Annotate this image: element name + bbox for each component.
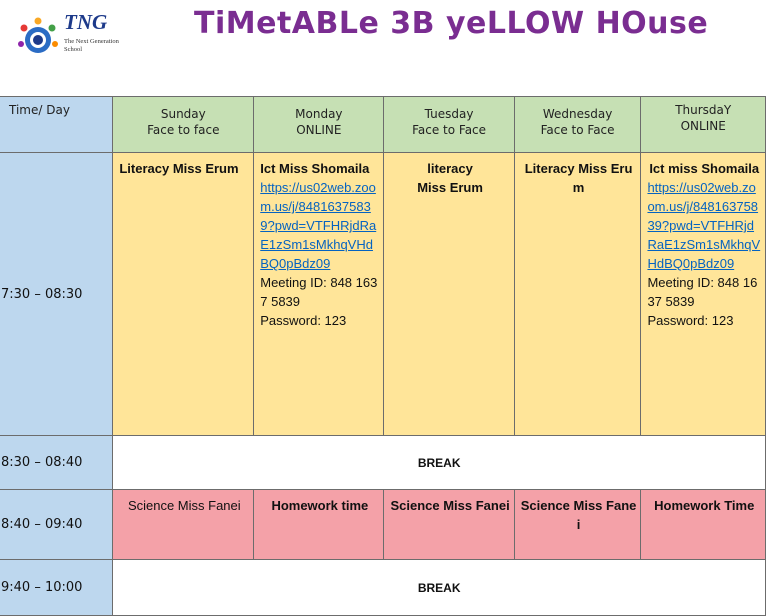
lesson-subject: literacy bbox=[427, 161, 473, 176]
day-header-sunday bbox=[113, 97, 254, 153]
lesson-cell: Literacy Miss Erum bbox=[113, 153, 254, 436]
time-cell: 9:40 – 10:00 bbox=[0, 560, 113, 616]
zoom-link[interactable]: https://us02web.zoom.us/j/84816375839?pwd=VTFHRjdRaE1zSm1sMkhqVHdBQ0pBdz09 bbox=[647, 180, 761, 271]
time-cell: 8:30 – 08:40 bbox=[0, 436, 113, 490]
time-cell: 8:40 – 09:40 bbox=[0, 490, 113, 560]
day-header-tuesday bbox=[384, 97, 514, 153]
day-name: Sunday bbox=[160, 107, 206, 121]
lesson-cell: Science Miss Fanei bbox=[384, 490, 514, 560]
break-cell: BREAK bbox=[113, 436, 766, 490]
zoom-link[interactable]: https://us02web.zoom.us/j/84816375839?pwd=VTFHRjdRaE1zSm1sMkhqVHdBQ0pBdz09 bbox=[260, 180, 377, 271]
day-header-thursday bbox=[641, 97, 766, 153]
lesson-subject: Ict miss Shomaila bbox=[649, 161, 760, 176]
logo-text: TNG bbox=[64, 10, 108, 34]
day-header-wednesday bbox=[514, 97, 641, 153]
day-name: Tuesday bbox=[424, 107, 474, 121]
break-cell: BREAK bbox=[113, 560, 766, 616]
school-logo bbox=[14, 10, 119, 64]
day-name: Wednesday bbox=[542, 107, 613, 121]
meeting-id: Meeting ID: 848 1637 5839 bbox=[260, 275, 378, 309]
page-title: TiMetABLe 3B yeLLOW HOuse bbox=[194, 6, 709, 41]
day-mode: Face to Face bbox=[412, 123, 487, 137]
lesson-cell: Science Miss Fanei bbox=[514, 490, 641, 560]
header-row bbox=[0, 97, 766, 153]
lesson-cell: Homework time bbox=[254, 490, 384, 560]
day-name: Monday bbox=[295, 107, 343, 121]
lesson-cell: Homework Time bbox=[641, 490, 766, 560]
day-mode: Face to Face bbox=[540, 123, 615, 137]
logo-subtitle: The Next Generation School bbox=[64, 38, 119, 53]
time-day-header: Time/ Day bbox=[0, 97, 113, 153]
lesson-cell bbox=[641, 153, 766, 436]
table-row bbox=[0, 153, 766, 436]
day-name: ThursdaY bbox=[675, 103, 732, 117]
meeting-password: Password: 123 bbox=[260, 313, 347, 328]
lesson-cell bbox=[384, 153, 514, 436]
meeting-password: Password: 123 bbox=[647, 313, 734, 328]
table-row bbox=[0, 490, 766, 560]
day-header-monday bbox=[254, 97, 384, 153]
break-row bbox=[0, 436, 766, 490]
time-cell: 7:30 – 08:30 bbox=[0, 153, 113, 436]
day-mode: Face to face bbox=[147, 123, 220, 137]
lesson-cell: Science Miss Fanei bbox=[113, 490, 254, 560]
day-mode: ONLINE bbox=[680, 119, 726, 133]
day-mode: ONLINE bbox=[296, 123, 342, 137]
lesson-cell: Literacy Miss Erum bbox=[514, 153, 641, 436]
lesson-cell bbox=[254, 153, 384, 436]
timetable bbox=[0, 96, 766, 616]
lesson-subject: Ict Miss Shomaila bbox=[260, 161, 370, 176]
lesson-teacher: Miss Erum bbox=[417, 180, 483, 195]
meeting-id: Meeting ID: 848 1637 5839 bbox=[647, 275, 758, 309]
break-row bbox=[0, 560, 766, 616]
globe-icon bbox=[14, 14, 62, 62]
